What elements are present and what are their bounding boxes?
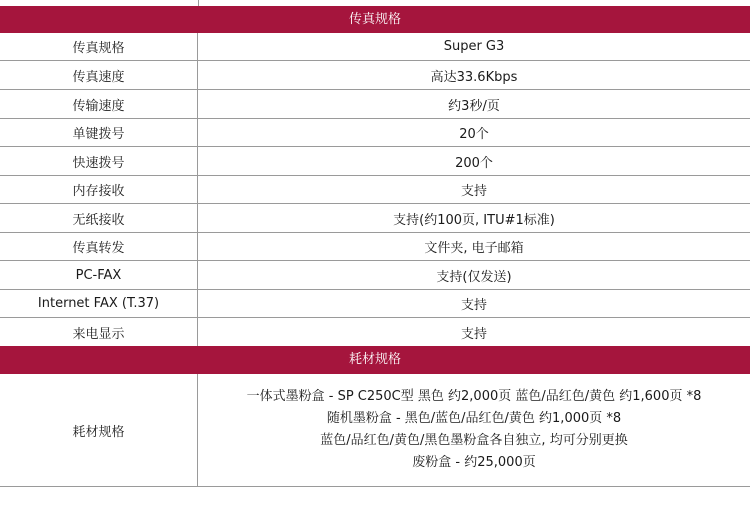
- section-header-fax: [0, 6, 750, 33]
- table-row: [0, 290, 750, 318]
- row-value: 文件夹, 电子邮箱: [424, 241, 524, 256]
- row-label: 传真规格: [0, 33, 198, 60]
- row-label: 传输速度: [0, 90, 198, 118]
- row-label: 传真转发: [0, 233, 198, 260]
- row-value: 20个: [459, 127, 489, 142]
- table-row: [0, 318, 750, 346]
- row-value: 200个: [455, 155, 493, 171]
- row-value: 支持(约100页, ITU#1标准): [393, 212, 555, 228]
- row-label: 内存接收: [0, 176, 198, 203]
- row-value: 支持: [460, 184, 487, 199]
- table-row: [0, 233, 750, 261]
- section-title: 耗材规格: [348, 352, 401, 367]
- row-value: 支持: [460, 326, 487, 342]
- section-title: 传真规格: [348, 12, 401, 27]
- row-label: Internet FAX (T.37): [0, 290, 198, 317]
- table-row: [0, 176, 750, 204]
- row-label: 无纸接收: [0, 204, 198, 232]
- value-line: 随机墨粉盒 - 黑色/蓝色/品红色/黄色 约1,000页 *8: [326, 411, 622, 426]
- row-label: 传真速度: [0, 61, 198, 89]
- row-label: PC-FAX: [0, 261, 198, 289]
- row-value: 支持: [460, 298, 487, 313]
- table-row: [0, 33, 750, 61]
- row-label: 来电显示: [0, 318, 198, 346]
- table-row: [0, 61, 750, 90]
- table-row: [0, 119, 750, 147]
- row-value: 约3秒/页: [448, 98, 500, 114]
- table-row: [0, 374, 750, 487]
- row-label: 快速拨号: [0, 147, 198, 175]
- table-row: [0, 261, 750, 290]
- row-value: [198, 374, 750, 486]
- section-header-consumables: [0, 346, 750, 374]
- value-line: 蓝色/品红色/黄色/黑色墨粉盒各自独立, 均可分别更换: [320, 433, 628, 448]
- row-value: Super G3: [443, 39, 505, 54]
- value-line: 一体式墨粉盒 - SP C250C型 黑色 约2,000页 蓝色/品红色/黄色 约1,600页 *8: [246, 389, 702, 404]
- table-row: [0, 147, 750, 176]
- row-label: 单键拨号: [0, 119, 198, 146]
- table-row: [0, 204, 750, 233]
- table-row: [0, 90, 750, 119]
- row-label: 耗材规格: [0, 374, 198, 486]
- row-value: 支持(仅发送): [436, 269, 512, 285]
- value-line: 废粉盒 - 约25,000页: [412, 455, 536, 470]
- row-value: 高达33.6Kbps: [430, 69, 518, 85]
